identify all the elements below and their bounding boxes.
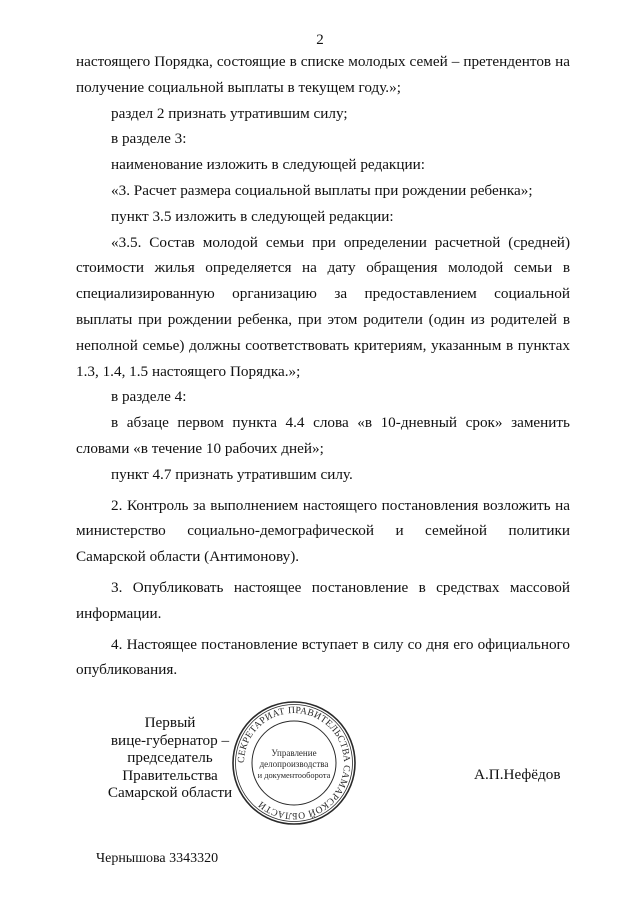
seal-ring-text: СЕКРЕТАРИАТ ПРАВИТЕЛЬСТВА САМАРСКОЙ ОБЛАСТИ	[235, 704, 353, 822]
signatory-title	[90, 714, 250, 802]
paragraph: в разделе 4:	[111, 388, 187, 406]
seal-center-line: и документооборота	[257, 771, 331, 780]
signatory-name: А.П.Нефёдов	[474, 766, 561, 783]
paragraph: пункт 3.5 изложить в следующей редакции:	[111, 207, 394, 225]
page-number: 2	[316, 32, 324, 48]
seal-center-line: Управление	[271, 748, 317, 758]
signatory-line: вице-губернатор –	[110, 731, 230, 749]
executor-contact: Чернышова 3343320	[96, 851, 219, 866]
paragraph: в разделе 3:	[111, 130, 187, 148]
paragraph: пункт 4.7 признать утратившим силу.	[111, 465, 353, 483]
seal-center-line: делопроизводства	[259, 759, 329, 769]
signatory-line: Первый	[144, 714, 196, 731]
paragraph: 3. Опубликовать настоящее постановление в средствах массовой информации.	[76, 578, 570, 622]
paragraph: в абзаце первом пункта 4.4 слова «в 10-дневный срок» заменить словами «в течение 10 рабочих дней»;	[76, 414, 570, 457]
signatory-line: Самарской области	[107, 784, 233, 801]
paragraph: настоящего Порядка, состоящие в списке молодых семей – претендентов на получение социальной выплаты в текущем году.»;	[76, 53, 570, 96]
official-seal-stamp	[231, 700, 357, 826]
paragraph: 4. Настоящее постановление вступает в силу со дня его официального опубликования.	[76, 635, 570, 679]
paragraph: «3. Расчет размера социальной выплаты при рождении ребенка»;	[111, 181, 533, 199]
document-body	[76, 49, 570, 683]
paragraph: наименование изложить в следующей редакции:	[111, 156, 425, 174]
signatory-line: председатель Правительства	[122, 749, 218, 784]
paragraph: 2. Контроль за выполнением настоящего постановления возложить на министерство социально-демографической и семейной политики Самарской области (Антимонову).	[76, 496, 570, 566]
paragraph: «3.5. Состав молодой семьи при определении расчетной (средней) стоимости жилья определяется на дату обращения молодой семьи в специализированную организацию за предоставлением социальной выплаты при рождении ребенка, при этом родители (один из родителей в неполной семье) должны соответствовать критериям, указанным в пунктах 1.3, 1.4, 1.5 настоящего Порядка.»;	[76, 233, 570, 380]
paragraph: раздел 2 признать утратившим силу;	[111, 104, 348, 122]
